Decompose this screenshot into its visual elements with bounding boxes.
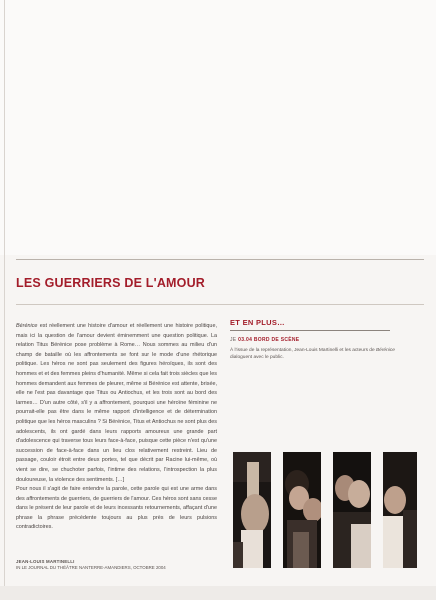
event-description: [230, 347, 395, 361]
top-divider: [16, 259, 424, 260]
aside-title: ET EN PLUS…: [230, 318, 390, 331]
photo-strip-3: [333, 452, 371, 568]
article-source: IN LE JOURNAL DU THÉÂTRE NANTERRE-AMANDIERS, OCTOBRE 2004: [16, 565, 166, 570]
aside-box: [230, 318, 424, 361]
page-edge: [4, 0, 5, 600]
event-date-number: 03.04: [238, 337, 253, 343]
event-category: BORD DE SCÈNE: [253, 337, 300, 343]
title-divider: [16, 304, 424, 305]
paragraph-2: Pour nous il s'agit de faire entendre la parole, cette parole qui est une arme dans des affrontements de guerriers, de guerriers de l'amour. Ces héros sont sans cesse dans le présent de leur parole et de leurs incessants retournements, affaçant d'une phrase la phrase précédente toujours au plus près de leurs pulsions contradictoires.: [16, 486, 217, 531]
article-author: JEAN-LOUIS MARTINELLI: [16, 559, 75, 564]
photo-strip-4: [383, 452, 417, 568]
photo-strip-2-image: [283, 452, 321, 568]
page-bottom-edge: [0, 586, 436, 600]
theatre-photo-strips: [233, 452, 417, 568]
paragraph-1: [16, 322, 217, 485]
event-text-play: Bérénice: [375, 348, 395, 353]
play-title: Bérénice: [16, 323, 38, 329]
photo-strip-1: [233, 452, 271, 568]
photo-strip-3-image: [333, 452, 371, 568]
article-title: LES GUERRIERS DE L'AMOUR: [16, 276, 206, 290]
event-day: JE: [230, 337, 237, 343]
article-body: [16, 322, 217, 533]
photo-strip-2: [283, 452, 321, 568]
blank-header-area: [0, 0, 436, 255]
photo-strip-4-image: [383, 452, 417, 568]
event-text-start: À l'issue de la représentation, Jean-Louis Martinelli et les acteurs de: [230, 348, 376, 353]
photo-strip-1-image: [233, 452, 271, 568]
article-signature: [16, 559, 216, 571]
event-date: [230, 337, 424, 343]
paragraph-1-text: est réellement une histoire d'amour et réellement une histoire politique, mais ici la question de l'amour devient éminemment une question politique. La relation Titus Bérénice pose problème à Rome… Nous sommes au milieu d'un champ de bataille où les affrontements se font sur le mode d'une rhétorique politique. Les héros ne sont pas seulement des figures héroïques, ils sont des hommes et et des femmes pleins d'humanité. Même si cela fait trois siècles que les hommes demandent aux femmes de pleurer, même si Bérénice est attente, brisée, elle ne l'est pas davantage que Titus ou Antiochus, et les trois sont au bord des larmes… D'un autre côté, s'il y a affrontement, pourquoi une héroïne féminine ne pourrait-elle pas être dans le même rapport d'intelligence et de détermination politique que les héros masculins ? Si Bérénice, Titus et Antiochus ne sont plus des adolescents, ils ont gardé dans leurs rapports amoureux une grande part d'adolescence qui traverse tous leurs face-à-face, puisque cette pièce n'est qu'une succession de face-à-face dans un lieu clos relativement restreint. Lieu de passage, couloir étroit entre deux portes, tel que décrit par Racine lui-même, où vient se dire, se chuchoter parfois, l'intime des relations, l'introspection la plus douloureuse, la violence des sentiments. […]: [16, 323, 217, 483]
event-text-end: dialoguent avec le public.: [230, 355, 284, 360]
